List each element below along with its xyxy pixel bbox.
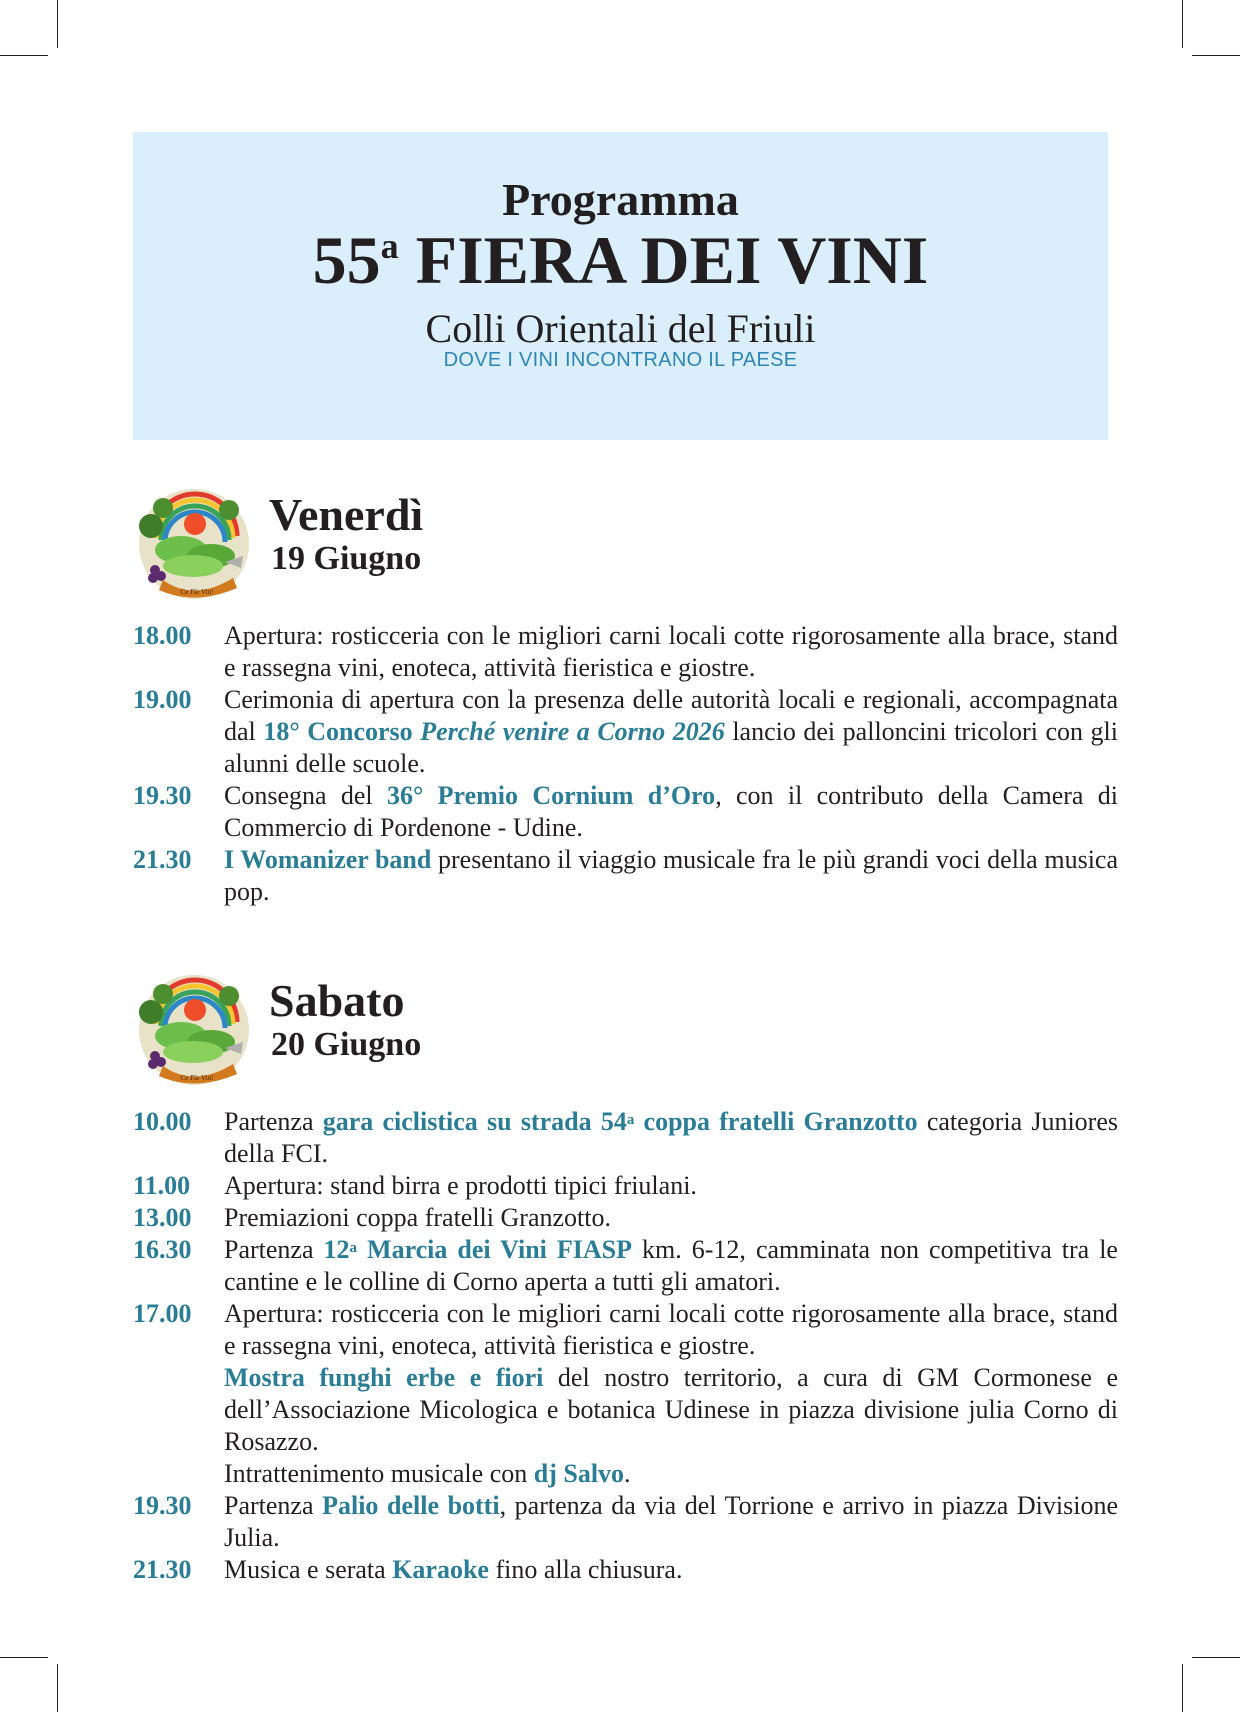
fair-edition-number: 55	[312, 222, 381, 298]
crop-mark	[0, 1657, 48, 1658]
event-item	[133, 684, 1118, 780]
event-text: Apertura: stand birra e prodotti tipici friulani.	[224, 1171, 697, 1200]
event-highlight: 12$^a$ Marcia dei Vini FIASP	[323, 1235, 633, 1264]
event-highlight: 18° Concorso Perché venire a Corno 2026	[263, 717, 725, 746]
program-title: Programma	[502, 174, 739, 225]
event-time: 17.00	[133, 1299, 192, 1328]
event-text: Premiazioni coppa fratelli Granzotto.	[224, 1203, 611, 1232]
event-time: 16.30	[133, 1235, 192, 1264]
day-date: 20 Giugno	[271, 1026, 422, 1063]
day-header	[133, 482, 1118, 602]
event-item	[133, 1106, 1118, 1170]
event-item	[133, 780, 1118, 844]
day-header	[133, 968, 1118, 1088]
day-friday	[133, 482, 1118, 908]
event-highlight: gara ciclistica su strada 54$^a$ coppa fratelli Granzotto	[322, 1107, 918, 1136]
event-text: Apertura: rosticceria con le migliori carni locali cotte rigorosamente alla brace, stand e rassegna vini, enoteca, attività fieristica e giostre.	[224, 621, 1118, 682]
day-name: Sabato	[269, 975, 405, 1026]
event-list	[133, 1106, 1118, 1586]
event-highlight: Palio delle botti	[322, 1491, 500, 1520]
event-time: 11.00	[133, 1171, 191, 1200]
region-subtitle: Colli Orientali del Friuli	[425, 306, 816, 351]
event-time: 18.00	[133, 621, 192, 650]
event-item	[133, 1490, 1118, 1554]
event-highlight: Mostra funghi erbe e fiori	[224, 1363, 544, 1392]
event-highlight: Karaoke	[392, 1555, 489, 1584]
fair-edition-suffix: a	[380, 226, 399, 266]
event-time: 13.00	[133, 1203, 192, 1232]
event-text: Cerimonia di apertura con la presenza delle autorità locali e regionali, accompagnata dal 18° Concorso Perché venire a Corno 2026 lancio dei palloncini tricolori con gli alunni delle scuole.	[224, 685, 1118, 778]
event-text: Partenza Palio delle botti, partenza da via del Torrione e arrivo in piazza Divisione Julia.	[224, 1491, 1118, 1552]
event-item	[133, 1298, 1118, 1362]
event-item	[133, 1202, 1118, 1234]
day-name: Venerdì	[269, 489, 424, 540]
program-header	[133, 132, 1108, 440]
day-saturday	[133, 968, 1118, 1586]
fair-title	[133, 222, 1108, 298]
event-time: 19.00	[133, 685, 192, 714]
event-text: Partenza 12$^a$ Marcia dei Vini FIASP km. 6-12, camminata non competitiva tra le cantine e le colline di Corno aperta a tutti gli amatori.	[224, 1235, 1118, 1296]
event-item	[133, 1362, 1118, 1458]
crop-mark	[57, 0, 58, 48]
event-time: 10.00	[133, 1107, 192, 1136]
event-item	[133, 1554, 1118, 1586]
fair-logo-icon	[133, 968, 255, 1090]
event-item	[133, 1458, 1118, 1490]
event-time	[133, 1458, 224, 1490]
crop-mark	[1192, 1657, 1240, 1658]
event-item	[133, 1170, 1118, 1202]
event-item	[133, 620, 1118, 684]
event-list	[133, 620, 1118, 908]
day-date: 19 Giugno	[271, 540, 422, 577]
event-text: Partenza gara ciclistica su strada 54$^a$ coppa fratelli Granzotto categoria Juniores della FCI.	[224, 1107, 1118, 1168]
event-text: Mostra funghi erbe e fiori del nostro territorio, a cura di GM Cormonese e dell’Associazione Micologica e botanica Udinese in piazza divisione julia Corno di Rosazzo.	[224, 1363, 1119, 1456]
event-text: I Womanizer band presentano il viaggio musicale fra le più grandi voci della musica pop.	[224, 845, 1118, 906]
svg-text:Ce Pâr Vin!: Ce Pâr Vin!	[180, 1074, 214, 1082]
crop-mark	[1192, 55, 1240, 56]
event-time: 21.30	[133, 845, 192, 874]
crop-mark	[0, 55, 48, 56]
crop-mark	[1182, 0, 1183, 48]
tagline: DOVE I VINI INCONTRANO IL PAESE	[443, 349, 798, 371]
event-item	[133, 844, 1118, 908]
fair-name: FIERA DEI VINI	[415, 222, 929, 298]
event-highlight: 36° Premio Cornium d’Oro	[386, 781, 716, 810]
event-item	[133, 1234, 1118, 1298]
fair-logo-icon	[133, 482, 255, 604]
event-text: Musica e serata Karaoke fino alla chiusura.	[224, 1555, 683, 1584]
event-highlight: dj Salvo	[533, 1459, 625, 1488]
event-time: 21.30	[133, 1555, 192, 1584]
event-highlight: I Womanizer band	[224, 845, 432, 874]
event-time	[133, 1362, 224, 1458]
crop-mark	[1182, 1664, 1183, 1712]
crop-mark	[57, 1664, 58, 1712]
event-text: Intrattenimento musicale con dj Salvo.	[224, 1459, 631, 1488]
event-time: 19.30	[133, 781, 192, 810]
event-text: Apertura: rosticceria con le migliori carni locali cotte rigorosamente alla brace, stand e rassegna vini, enoteca, attività fieristica e giostre.	[224, 1299, 1118, 1360]
svg-text:Ce Pâr Vin!: Ce Pâr Vin!	[180, 588, 214, 596]
event-time: 19.30	[133, 1491, 192, 1520]
event-text: Consegna del 36° Premio Cornium d’Oro, con il contributo della Camera di Commercio di Pordenone - Udine.	[224, 781, 1119, 842]
